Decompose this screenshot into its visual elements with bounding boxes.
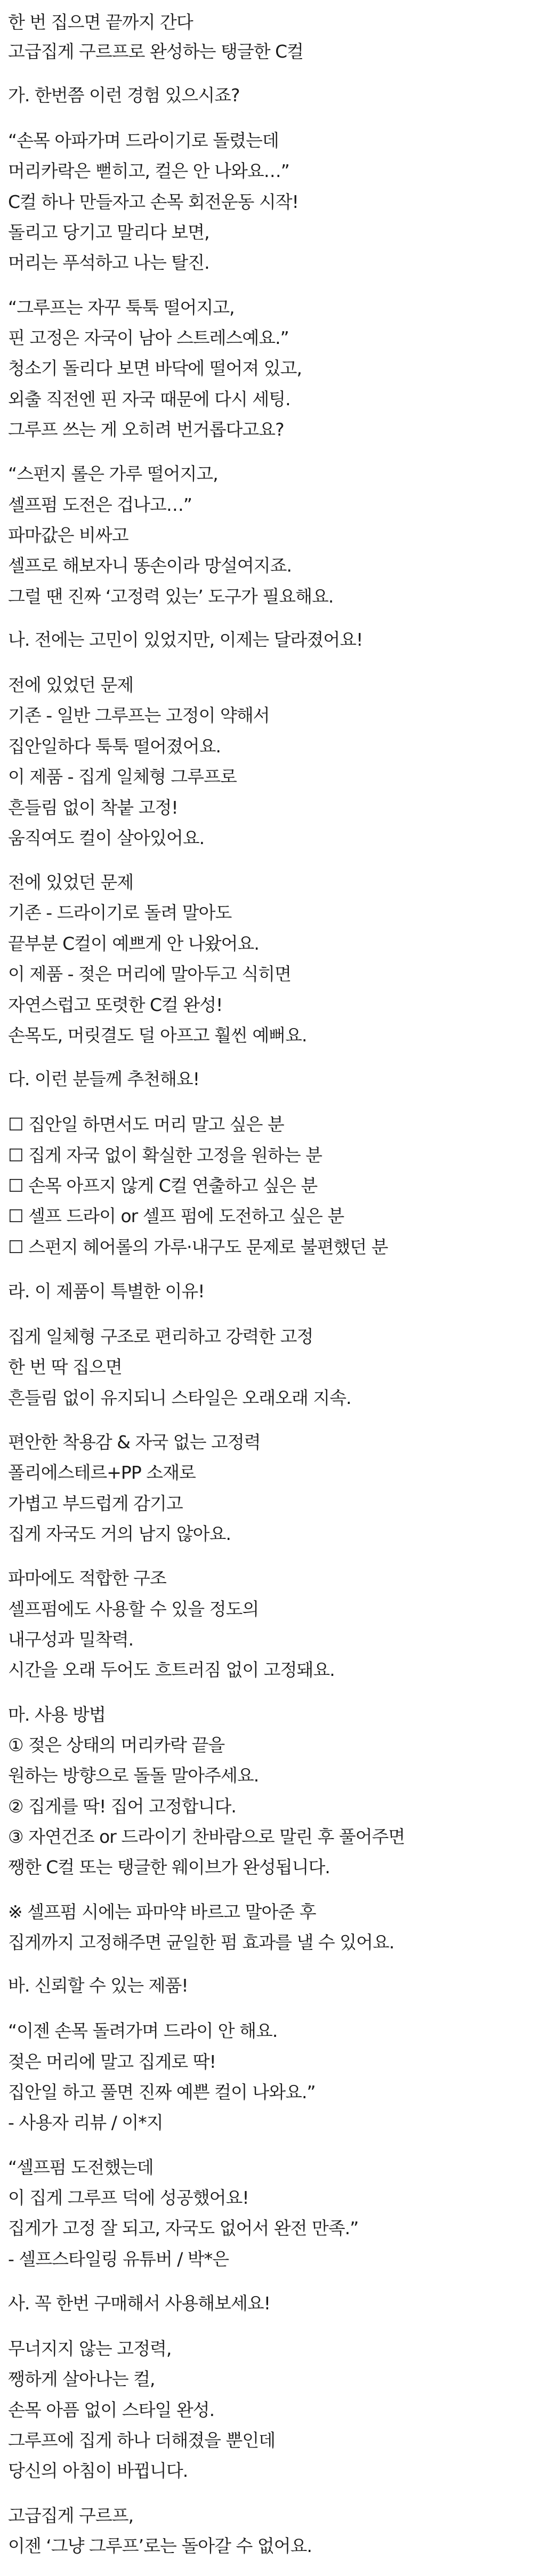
text-line: 고급집게 구르프, [8, 2505, 134, 2526]
text-line: 기존 - 일반 그루프는 고정이 약해서 [8, 705, 270, 726]
text-line: 시간을 오래 두어도 흐트러짐 없이 고정돼요. [8, 1659, 335, 1680]
text-line: 마. 사용 방법 [8, 1704, 106, 1725]
text-line: 가. 한번쯤 이런 경험 있으시죠? [8, 85, 240, 106]
text-line: 손목 아픔 없이 스타일 완성. [8, 2400, 215, 2420]
text-line: 집게 자국도 거의 남지 않아요. [8, 1523, 231, 1544]
text-line: “스펀지 롤은 가루 떨어지고, [8, 463, 218, 484]
text-line: ※ 셀프펌 시에는 파마약 바르고 말아준 후 [8, 1901, 316, 1922]
text-line: 셀프펌 도전은 겁나고…” [8, 494, 192, 515]
text-line: 외출 직전엔 핀 자국 때문에 다시 세팅. [8, 389, 290, 410]
text-line: 젖은 머리에 말고 집게로 딱! [8, 2051, 216, 2072]
text-line: 셀프펌에도 사용할 수 있을 정도의 [8, 1599, 259, 1619]
text-line: - 셀프스타일링 유튜버 / 박*은 [8, 2249, 229, 2269]
text-line: 집게 일체형 구조로 편리하고 강력한 고정 [8, 1326, 313, 1347]
text-line: “손목 아파가며 드라이기로 돌렸는데 [8, 130, 279, 151]
text-line: ☐ 셀프 드라이 or 셀프 펌에 도전하고 싶은 분 [8, 1206, 344, 1226]
text-line: 쨍한 C컬 또는 탱글한 웨이브가 완성됩니다. [8, 1857, 330, 1877]
text-line: ☐ 집안일 하면서도 머리 말고 싶은 분 [8, 1114, 284, 1135]
text-line: 라. 이 제품이 특별한 이유! [8, 1281, 205, 1302]
text-line: 한 번 집으면 끝까지 간다 [8, 12, 193, 33]
text-line: 집게가 고정 잘 되고, 자국도 없어서 완전 만족.” [8, 2218, 359, 2238]
text-line: 파마에도 적합한 구조 [8, 1568, 166, 1588]
text-line: 그루프 쓰는 게 오히려 번거롭다고요? [8, 419, 284, 440]
text-line: 기존 - 드라이기로 돌려 말아도 [8, 902, 232, 923]
text-line: 나. 전에는 고민이 있었지만, 이제는 달라졌어요! [8, 629, 363, 650]
text-line: 이젠 ‘그냥 그루프’로는 돌아갈 수 없어요. [8, 2535, 312, 2556]
text-line: 끝부분 C컬이 예쁘게 안 나왔어요. [8, 933, 259, 954]
text-line: 편안한 착용감 & 자국 없는 고정력 [8, 1432, 261, 1452]
text-line: 집안일하다 툭툭 떨어졌어요. [8, 736, 221, 757]
text-line: ② 집게를 딱! 집어 고정합니다. [8, 1796, 236, 1817]
text-line: ① 젖은 상태의 머리카락 끝을 [8, 1735, 225, 1755]
text-line: 움직여도 컬이 살아있어요. [8, 828, 205, 848]
text-line: 그루프에 집게 하나 더해졌을 뿐인데 [8, 2430, 276, 2451]
text-line: 집게까지 고정해주면 균일한 펌 효과를 낼 수 있어요. [8, 1932, 394, 1953]
text-line: 쨍하게 살아나는 컬, [8, 2369, 155, 2389]
text-line: 가볍고 부드럽게 감기고 [8, 1493, 183, 1514]
text-line: 파마값은 비싸고 [8, 525, 128, 545]
text-line: 고급집게 구르프로 완성하는 탱글한 C컬 [8, 41, 304, 62]
text-line: 전에 있었던 문제 [8, 872, 134, 893]
text-line: ③ 자연건조 or 드라이기 찬바람으로 말린 후 풀어주면 [8, 1826, 405, 1847]
text-line: 내구성과 밀착력. [8, 1629, 134, 1650]
text-line: 흔들림 없이 유지되니 스타일은 오래오래 지속. [8, 1387, 351, 1408]
text-line: - 사용자 리뷰 / 이*지 [8, 2112, 163, 2133]
text-line: 이 집게 그루프 덕에 성공했어요! [8, 2187, 249, 2208]
text-line: “셀프펌 도전했는데 [8, 2157, 154, 2178]
text-line: 바. 신뢰할 수 있는 제품! [8, 1975, 188, 1996]
text-line: ☐ 집게 자국 없이 확실한 고정을 원하는 분 [8, 1145, 322, 1166]
text-line: 한 번 딱 집으면 [8, 1357, 122, 1377]
text-line: “그루프는 자꾸 툭툭 떨어지고, [8, 297, 235, 318]
text-line: 돌리고 당기고 말리다 보면, [8, 222, 209, 243]
text-line: 이 제품 - 젖은 머리에 말아두고 식히면 [8, 964, 292, 984]
text-line: 손목도, 머릿결도 덜 아프고 훨씬 예뻐요. [8, 1025, 307, 1046]
text-line: 셀프로 해보자니 똥손이라 망설여지죠. [8, 555, 292, 576]
text-line: C컬 하나 만들자고 손목 회전운동 시작! [8, 191, 298, 212]
text-line: 흔들림 없이 착붙 고정! [8, 797, 178, 818]
text-line: 폴리에스테르+PP 소재로 [8, 1462, 196, 1483]
text-line: 핀 고정은 자국이 남아 스트레스예요.” [8, 327, 289, 348]
text-line: 무너지지 않는 고정력, [8, 2338, 172, 2359]
text-line: ☐ 스펀지 헤어롤의 가루·내구도 문제로 불편했던 분 [8, 1237, 388, 1257]
text-line: 당신의 아침이 바뀝니다. [8, 2460, 188, 2481]
text-line: 사. 꼭 한번 구매해서 사용해보세요! [8, 2293, 270, 2314]
text-line: 이 제품 - 집게 일체형 그루프로 [8, 766, 237, 787]
text-line: 머리카락은 뻗히고, 컬은 안 나와요…” [8, 161, 289, 181]
text-line: ☐ 손목 아프지 않게 C컬 연출하고 싶은 분 [8, 1175, 318, 1196]
text-line: 자연스럽고 또렷한 C컬 완성! [8, 994, 223, 1015]
text-line: 머리는 푸석하고 나는 탈진. [8, 252, 209, 273]
text-line: 그럴 땐 진짜 ‘고정력 있는’ 도구가 필요해요. [8, 586, 334, 607]
text-line: 청소기 돌리다 보면 바닥에 떨어져 있고, [8, 358, 302, 379]
text-line: 집안일 하고 풀면 진짜 예쁜 컬이 나와요.” [8, 2082, 316, 2102]
text-line: 원하는 방향으로 돌돌 말아주세요. [8, 1765, 259, 1786]
text-line: 전에 있었던 문제 [8, 675, 134, 695]
text-line: 다. 이런 분들께 추천해요! [8, 1069, 199, 1089]
text-line: “이젠 손목 돌려가며 드라이 안 해요. [8, 2020, 278, 2041]
